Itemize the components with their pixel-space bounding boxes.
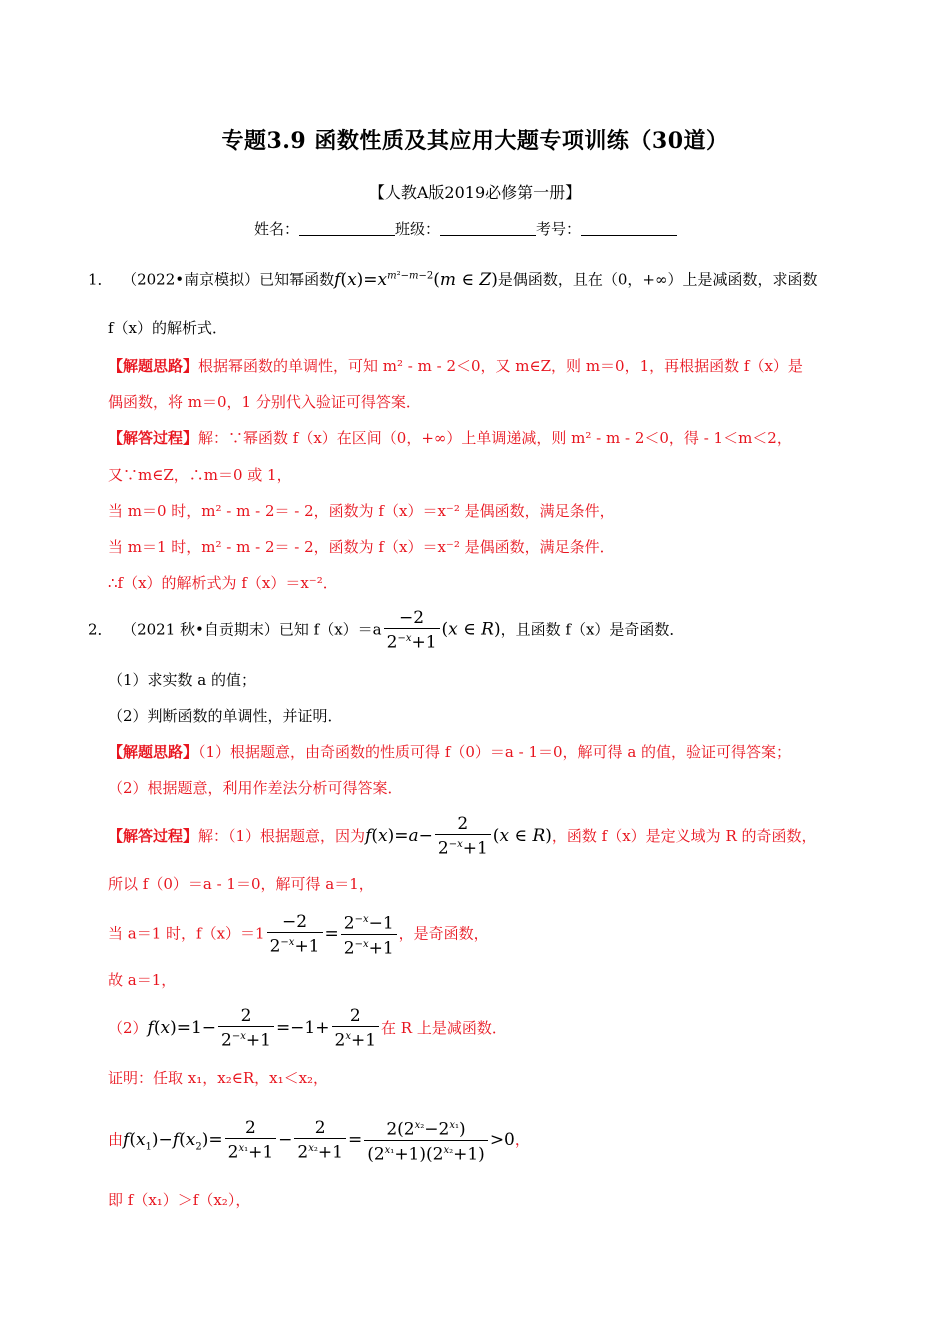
q2-answer-text1a: 解：（1）根据题意，因为 (198, 826, 366, 845)
page-title: 专题3.9 函数性质及其应用大题专项训练（30道） (221, 128, 729, 154)
q1-line2: f（x）的解析式． (108, 319, 228, 337)
q1-formula: $f(x)=x^{m^2-m-2}(m$ ∈ Z) (334, 269, 498, 290)
q1-number: 1． (88, 270, 113, 289)
class-blank[interactable] (440, 221, 536, 236)
q1-statement (88, 266, 817, 290)
q1-solution-idea-2: 偶函数，将 m＝0，1 分别代入验证可得答案． (108, 393, 421, 411)
q2-solution-idea-1 (108, 742, 791, 762)
q2-domain: (x ∈ R) (441, 619, 501, 640)
q1-answer-4: 当 m＝1 时，m² - m - 2＝ - 2，函数为 f（x）＝x⁻² 是偶函数，满足条件． (108, 538, 615, 556)
q2-part1: （1）求实数 a 的值； (108, 671, 257, 689)
q1-solution-idea-1 (108, 356, 803, 376)
q1-idea-text1: 根据幂函数的单调性，可知 m² - m - 2＜0，又 m∈Z，则 m＝0，1，再根据函数 f（x）是 (198, 357, 803, 375)
q2-answer-text3b: ，是奇函数， (398, 924, 489, 943)
q2-solution-idea-2: （2）根据题意，利用作差法分析可得答案． (108, 779, 403, 797)
q2-answer-formula7: $f(x_1)-f(x_2)=$ $\frac{2}{2^{x_1}+1}$ − $\frac{2}{2^{x_2}+1}$ = $\frac{2(2^{x_2}-2^{x_1})}{(2^{x_1}+1)(2^{x_2}+1)}$ >0 (123, 1117, 515, 1165)
q2-number: 2． (88, 620, 113, 639)
q2-part2: （2）判断函数的单调性，并证明． (108, 707, 343, 725)
q2-answer-text7b: ， (514, 1130, 530, 1149)
q2-source: （2021 秋•自贡期末）已知 f（x）＝a (122, 620, 382, 639)
name-blank[interactable] (299, 221, 395, 236)
q2-answer-text7a: 由 (108, 1130, 124, 1149)
q1-source: （2022•南京模拟）已知幂函数 (122, 270, 335, 289)
q2-statement (88, 608, 684, 653)
q2-answer-text5b: 在 R 上是减函数． (381, 1018, 507, 1037)
q2-answer-5 (108, 1006, 507, 1051)
q1-condition: 是偶函数，且在（0，+∞）上是减函数，求函数 (497, 270, 818, 289)
q2-answer-2: 所以 f（0）＝a - 1＝0，解可得 a＝1， (108, 875, 374, 893)
q2-idea-text1: （1）根据题意，由奇函数的性质可得 f（0）＝a - 1＝0，解可得 a 的值，验证可得答案； (198, 743, 792, 761)
q1-answer-text1: 解：∵幂函数 f（x）在区间（0，+∞）上单调递减，则 m² - m - 2＜0，得 - 1＜m＜2， (198, 429, 792, 447)
q2-answer-formula3: $\frac{-2}{2^{-x}+1}$ = $\frac{2^{-x}-1}{2^{-x}+1}$ (265, 924, 399, 944)
q1-answer-1 (108, 428, 792, 448)
class-label: 班级： (395, 220, 441, 238)
q2-answer-formula1: f(x)=a− $\frac{2}{2^{-x}+1}$ (x ∈ R) (365, 814, 552, 859)
q2-tail: ，且函数 f（x）是奇函数． (500, 620, 685, 639)
page-subtitle: 【人教A版2019必修第一册】 (368, 183, 582, 202)
q2-answer-text3a: 当 a＝1 时，f（x）＝1 (108, 924, 265, 943)
q2-answer-label: 【解答过程】 (108, 826, 199, 845)
q2-answer-3 (108, 910, 489, 958)
q2-answer-8: 即 f（x₁）＞f（x₂）， (108, 1191, 251, 1209)
q2-answer-7 (108, 1116, 530, 1164)
exam-label: 考号： (536, 220, 582, 238)
q2-answer-6: 证明：任取 x₁，x₂∈R，x₁＜x₂， (108, 1069, 329, 1087)
q2-answer-formula5: f(x)=1− $\frac{2}{2^{-x}+1}$ =−1+ $\frac{2}{2^x+1}$ (148, 1018, 381, 1038)
q1-idea-label: 【解题思路】 (108, 357, 199, 375)
exam-blank[interactable] (581, 221, 677, 236)
student-info-row (254, 218, 677, 239)
q2-answer-text5a: （2） (108, 1018, 148, 1037)
name-label: 姓名： (254, 220, 300, 238)
q2-answer-4: 故 a＝1， (108, 971, 177, 989)
q2-idea-label: 【解题思路】 (108, 743, 199, 761)
q1-answer-2: 又∵m∈Z，∴m＝0 或 1， (108, 466, 292, 484)
q2-fraction: $\frac{-2}{2^{-x}+1}$ (384, 608, 440, 653)
q1-answer-5: ∴f（x）的解析式为 f（x）＝x⁻²． (108, 574, 338, 592)
q1-answer-label: 【解答过程】 (108, 429, 199, 447)
q2-answer-text1b: ，函数 f（x）是定义域为 R 的奇函数， (551, 826, 817, 845)
q2-answer-1 (108, 814, 817, 859)
q1-answer-3: 当 m＝0 时，m² - m - 2＝ - 2，函数为 f（x）＝x⁻² 是偶函数，满足条件， (108, 502, 615, 520)
